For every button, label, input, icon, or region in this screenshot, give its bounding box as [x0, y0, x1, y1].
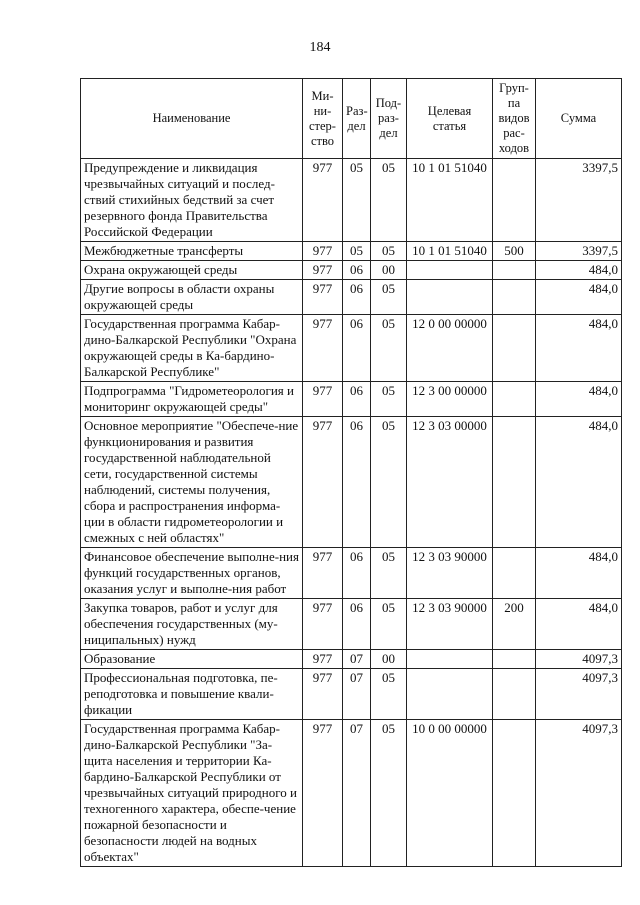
- table-row: [81, 261, 622, 280]
- cell-sum: 3397,5: [536, 242, 622, 261]
- cell-section: 06: [343, 382, 371, 417]
- table-row: [81, 548, 622, 599]
- cell-sum: 484,0: [536, 280, 622, 315]
- cell-target: [407, 669, 493, 720]
- cell-section: 07: [343, 720, 371, 867]
- cell-group: [493, 669, 536, 720]
- cell-name: Государственная программа Кабар-дино-Балкарской Республики "За-щита населения и территории Ка-бардино-Балкарской Республики от чрезвычайных ситуаций природного и техногенного характера, обеспе-чение пожарной безопасности и безопасности людей на водных объектах": [81, 720, 303, 867]
- cell-ministry: 977: [303, 261, 343, 280]
- cell-target: 12 3 03 90000: [407, 548, 493, 599]
- cell-group: [493, 650, 536, 669]
- table-row: [81, 650, 622, 669]
- cell-sum: 484,0: [536, 599, 622, 650]
- header-sum: Сумма: [536, 79, 622, 159]
- cell-target: [407, 280, 493, 315]
- budget-table: [80, 78, 622, 867]
- table-row: [81, 159, 622, 242]
- cell-sum: 484,0: [536, 417, 622, 548]
- cell-group: [493, 261, 536, 280]
- cell-section: 07: [343, 650, 371, 669]
- cell-section: 05: [343, 159, 371, 242]
- table-row: [81, 382, 622, 417]
- cell-section: 06: [343, 315, 371, 382]
- cell-name: Финансовое обеспечение выполне-ния функций государственных органов, оказания услуг и выполне-ния работ: [81, 548, 303, 599]
- cell-subsection: 05: [371, 548, 407, 599]
- header-target-article: Целевая статья: [407, 79, 493, 159]
- cell-ministry: 977: [303, 417, 343, 548]
- cell-ministry: 977: [303, 599, 343, 650]
- cell-section: 06: [343, 599, 371, 650]
- cell-section: 06: [343, 280, 371, 315]
- table-row: [81, 599, 622, 650]
- cell-target: 12 3 03 00000: [407, 417, 493, 548]
- cell-target: 12 3 00 00000: [407, 382, 493, 417]
- cell-subsection: 05: [371, 159, 407, 242]
- cell-group: [493, 417, 536, 548]
- cell-name: Межбюджетные трансферты: [81, 242, 303, 261]
- table-header-row: [81, 79, 622, 159]
- table-row: [81, 242, 622, 261]
- cell-section: 05: [343, 242, 371, 261]
- header-expense-group: Груп- па видов рас- ходов: [493, 79, 536, 159]
- cell-target: [407, 261, 493, 280]
- cell-target: 12 3 03 90000: [407, 599, 493, 650]
- cell-subsection: 05: [371, 599, 407, 650]
- cell-section: 06: [343, 261, 371, 280]
- cell-name: Профессиональная подготовка, пе-реподготовка и повышение квали-фикации: [81, 669, 303, 720]
- cell-group: 500: [493, 242, 536, 261]
- cell-ministry: 977: [303, 159, 343, 242]
- cell-subsection: 05: [371, 315, 407, 382]
- cell-subsection: 00: [371, 650, 407, 669]
- cell-subsection: 05: [371, 382, 407, 417]
- cell-name: Предупреждение и ликвидация чрезвычайных ситуаций и послед-ствий стихийных бедствий за счет резервного фонда Правительства Российской Федерации: [81, 159, 303, 242]
- header-section: Раз- дел: [343, 79, 371, 159]
- cell-target: 12 0 00 00000: [407, 315, 493, 382]
- cell-group: [493, 382, 536, 417]
- cell-group: [493, 280, 536, 315]
- cell-sum: 484,0: [536, 382, 622, 417]
- table-row: [81, 669, 622, 720]
- cell-sum: 4097,3: [536, 720, 622, 867]
- cell-group: [493, 315, 536, 382]
- cell-subsection: 05: [371, 720, 407, 867]
- cell-sum: 484,0: [536, 548, 622, 599]
- cell-subsection: 05: [371, 280, 407, 315]
- cell-name: Другие вопросы в области охраны окружающей среды: [81, 280, 303, 315]
- table-row: [81, 280, 622, 315]
- cell-target: 10 1 01 51040: [407, 242, 493, 261]
- cell-target: [407, 650, 493, 669]
- table-row: [81, 720, 622, 867]
- cell-group: [493, 159, 536, 242]
- cell-subsection: 05: [371, 242, 407, 261]
- cell-subsection: 05: [371, 417, 407, 548]
- cell-section: 06: [343, 548, 371, 599]
- cell-name: Государственная программа Кабар-дино-Балкарской Республики "Охрана окружающей среды в Ка-бардино-Балкарской Республике": [81, 315, 303, 382]
- cell-ministry: 977: [303, 669, 343, 720]
- cell-sum: 484,0: [536, 315, 622, 382]
- cell-ministry: 977: [303, 382, 343, 417]
- cell-name: Подпрограмма "Гидрометеорология и мониторинг окружающей среды": [81, 382, 303, 417]
- cell-ministry: 977: [303, 548, 343, 599]
- header-name: Наименование: [81, 79, 303, 159]
- cell-subsection: 00: [371, 261, 407, 280]
- cell-name: Образование: [81, 650, 303, 669]
- cell-ministry: 977: [303, 280, 343, 315]
- cell-name: Закупка товаров, работ и услуг для обеспечения государственных (му-ниципальных) нужд: [81, 599, 303, 650]
- cell-ministry: 977: [303, 720, 343, 867]
- cell-sum: 3397,5: [536, 159, 622, 242]
- table-row: [81, 315, 622, 382]
- page-number: 184: [309, 40, 331, 55]
- header-ministry: Ми- ни- стер- ство: [303, 79, 343, 159]
- cell-group: [493, 548, 536, 599]
- cell-name: Основное мероприятие "Обеспече-ние функционирования и развития государственной наблюдательной сети, государственной системы наблюдений, системы получения, сбора и распространения информа-ции в области гидрометеорологии и смежных с ней областях": [81, 417, 303, 548]
- cell-group: [493, 720, 536, 867]
- cell-sum: 4097,3: [536, 669, 622, 720]
- cell-section: 06: [343, 417, 371, 548]
- cell-ministry: 977: [303, 315, 343, 382]
- header-subsection: Под- раз- дел: [371, 79, 407, 159]
- table-row: [81, 417, 622, 548]
- cell-ministry: 977: [303, 650, 343, 669]
- cell-group: 200: [493, 599, 536, 650]
- cell-subsection: 05: [371, 669, 407, 720]
- cell-section: 07: [343, 669, 371, 720]
- cell-name: Охрана окружающей среды: [81, 261, 303, 280]
- cell-sum: 4097,3: [536, 650, 622, 669]
- cell-ministry: 977: [303, 242, 343, 261]
- cell-target: 10 0 00 00000: [407, 720, 493, 867]
- cell-target: 10 1 01 51040: [407, 159, 493, 242]
- cell-sum: 484,0: [536, 261, 622, 280]
